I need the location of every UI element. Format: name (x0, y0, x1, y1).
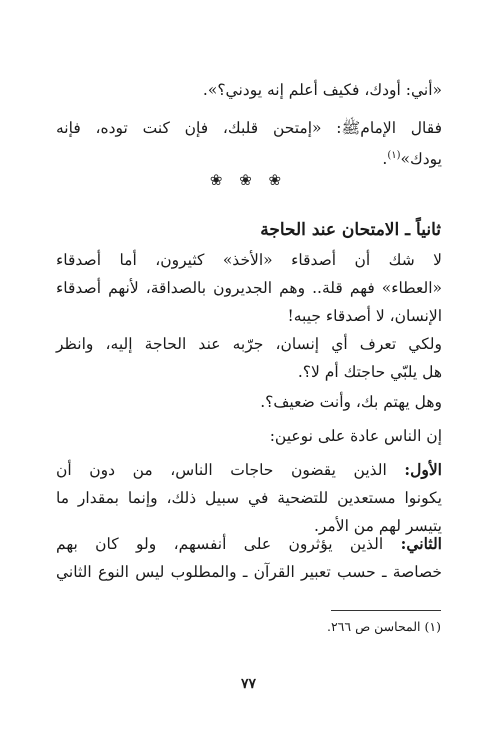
text-line: هل يلبّي حاجتك أم لا؟. (297, 363, 442, 381)
paragraph-care (56, 388, 442, 416)
text-fragment: . (382, 150, 388, 169)
text-fragment: الذين يقضون حاجات الناس، من دون أن (56, 461, 405, 479)
text-line: الإنسان، لا أصدقاء جيبه! (287, 307, 442, 325)
section-heading: ثانياً ـ الامتحان عند الحاجة (260, 220, 441, 240)
footnote-marker: (١) (387, 150, 401, 161)
section-ornament: ❀ ❀ ❀ (209, 171, 288, 189)
text-line: لا شك أن أصدقاء «الأخذ» كثيرون، أما أصدقاء (56, 251, 442, 269)
paragraph-friends (56, 246, 442, 330)
footnote-divider (331, 610, 441, 611)
paragraph-quote (56, 76, 442, 104)
text-line (56, 456, 442, 484)
text-line: فقال الإمامﷺ: «إمتحن قلبك، فإن كنت توده، فإنه (56, 119, 442, 137)
text-line (56, 530, 442, 558)
lead-term: الثاني: (400, 534, 442, 553)
text-line: ولكي تعرف أي إنسان، جرّبه عند الحاجة إليه، وانظر (56, 335, 442, 353)
text-line: يكونوا مستعدين للتضحية في سبيل ذلك، وإنما بمقدار ما (56, 489, 442, 507)
text-line (56, 142, 442, 173)
paragraph-test (56, 330, 442, 386)
lead-term: الأول: (404, 460, 442, 479)
text-fragment: الذين يؤثرون على أنفسهم، ولو كان بهم (56, 535, 401, 553)
text-line: يتيسر لهم من الأمر. (313, 517, 442, 535)
text-line: إن الناس عادة على نوعين: (269, 427, 442, 445)
paragraph-second-type (56, 530, 442, 586)
page-number: ٧٧ (240, 676, 257, 692)
text-line: وهل يهتم بك، وأنت ضعيف؟. (260, 393, 442, 411)
paragraph-imam-reply (56, 114, 442, 173)
text-line: خصاصة ـ حسب تعبير القرآن ـ والمطلوب ليس النوع الثاني (56, 563, 442, 581)
text-fragment: يودك» (400, 150, 442, 169)
paragraph-first-type (56, 456, 442, 540)
text-line: «العطاء» فهم قلة.. وهم الجديرون بالصداقة، لأنهم أصدقاء (56, 279, 442, 297)
footnote: (١) المحاسن ص ٢٦٦. (326, 619, 441, 634)
paragraph-types (56, 422, 442, 450)
text-line: «أني: أودك، فكيف أعلم إنه يودني؟». (202, 81, 442, 99)
